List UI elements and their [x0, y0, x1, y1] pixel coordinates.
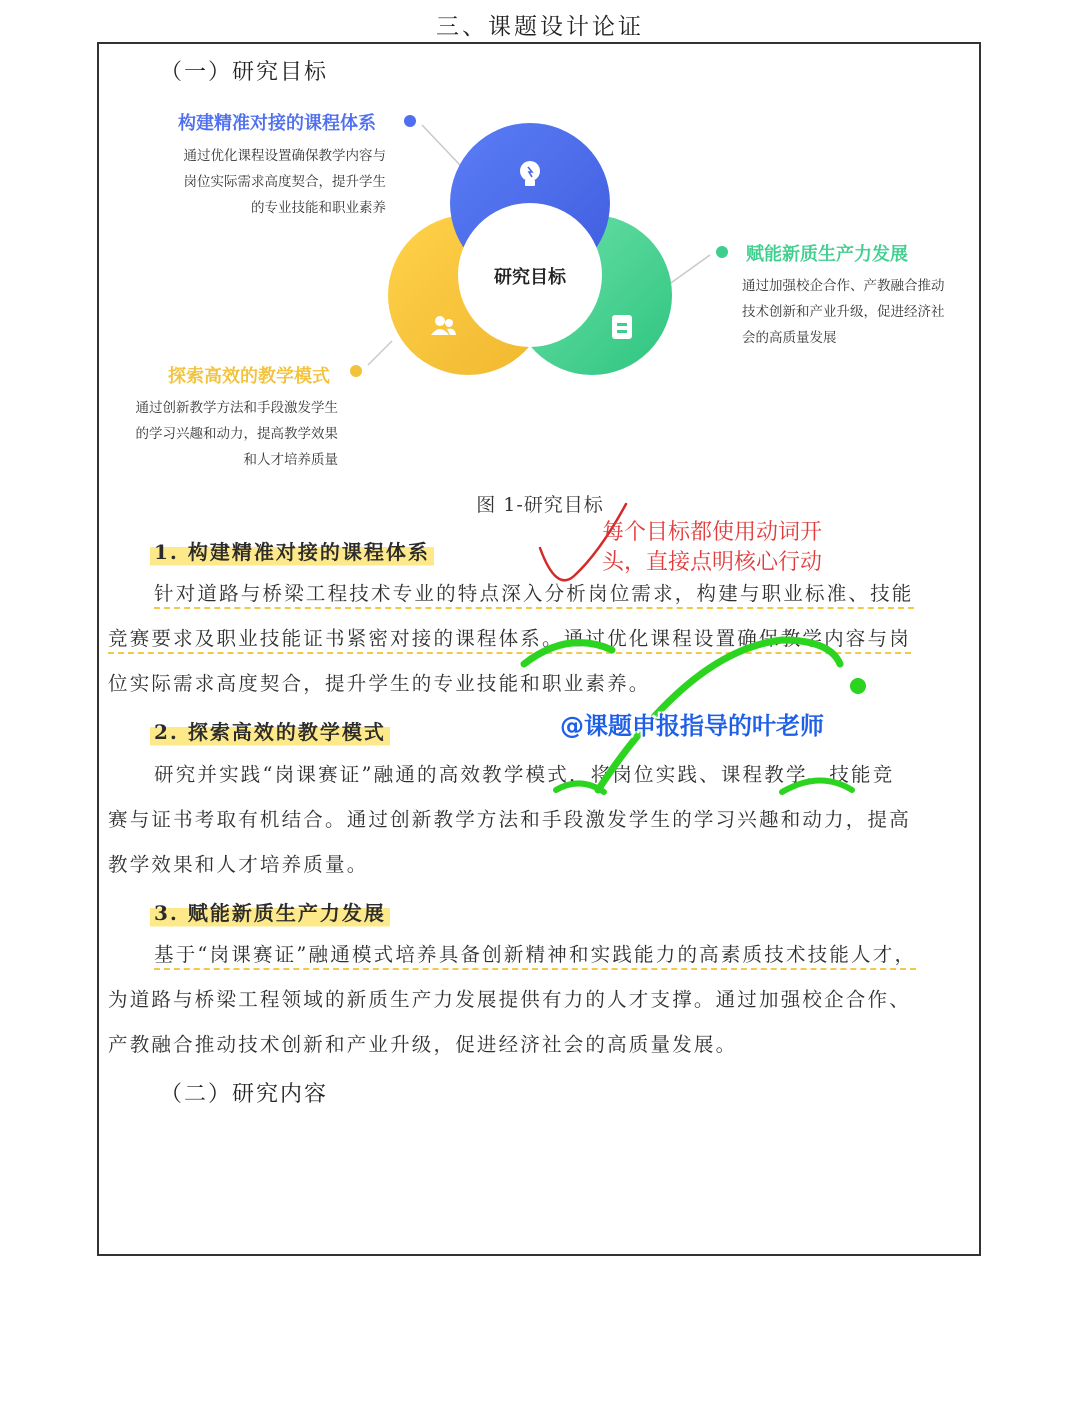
section-heading-content: （二）研究内容: [160, 1082, 329, 1107]
goal2-title: 赋能新质生产力发展: [746, 244, 908, 265]
goal1-desc-line: 通过优化课程设置确保教学内容与: [183, 148, 386, 164]
goal3-desc-line: 和人才培养质量: [243, 452, 338, 468]
item1-heading: 1. 构建精准对接的课程体系: [150, 534, 434, 567]
center-label: 研究目标: [494, 267, 566, 288]
goal3-desc-line: 通过创新教学方法和手段激发学生: [135, 400, 338, 416]
goal2-desc-line: 技术创新和产业升级，促进经济社: [742, 304, 945, 320]
green-stroke: [524, 643, 612, 664]
paragraph-line: 教学效果和人才培养质量。: [108, 853, 369, 876]
paragraph-line: 位实际需求高度契合，提升学生的专业技能和职业素养。: [108, 672, 651, 695]
goal2-desc-line: 通过加强校企合作、产教融合推动: [742, 278, 945, 294]
goal1-desc-line: 岗位实际需求高度契合，提升学生: [183, 174, 386, 190]
paragraph-line: 研究并实践“岗课赛证”融通的高效教学模式，将岗位实践、课程教学、技能竞: [154, 763, 895, 786]
green-stroke: [782, 780, 852, 792]
item3-heading: 3. 赋能新质生产力发展: [150, 895, 390, 928]
paragraph-line: 竞赛要求及职业技能证书紧密对接的课程体系。通过优化课程设置确保教学内容与岗: [108, 627, 911, 654]
watermark: @课题申报指导的叶老师: [560, 712, 824, 740]
page-header: 三、课题设计论证: [436, 14, 644, 40]
paragraph-line: 为道路与桥梁工程领域的新质生产力发展提供有力的人才支撑。通过加强校企合作、: [108, 988, 911, 1011]
goal3-desc-line: 的学习兴趣和动力，提高教学效果: [135, 426, 338, 442]
section-heading-objectives: （一）研究目标: [160, 60, 329, 85]
item2-heading: 2. 探索高效的教学模式: [150, 714, 390, 747]
goal2-desc-line: 会的高质量发展: [742, 330, 837, 346]
goal3-title: 探索高效的教学模式: [168, 366, 330, 387]
green-stroke: [556, 783, 604, 792]
paragraph-line: 产教融合推动技术创新和产业升级，促进经济社会的高质量发展。: [108, 1033, 738, 1056]
green-dot: [850, 678, 866, 694]
paragraph-line: 赛与证书考取有机结合。通过创新教学方法和手段激发学生的学习兴趣和动力，提高: [108, 808, 911, 831]
figure-caption: 图 1-研究目标: [476, 494, 604, 516]
goal1-title: 构建精准对接的课程体系: [178, 113, 376, 134]
annotation-note: [602, 518, 822, 578]
annotation-line: 每个目标都使用动词开: [602, 520, 823, 545]
annotation-line: 头，直接点明核心行动: [602, 550, 823, 575]
paragraph-line: 针对道路与桥梁工程技术专业的特点深入分析岗位需求，构建与职业标准、技能: [154, 582, 914, 609]
paragraph-line: 基于“岗课赛证”融通模式培养具备创新精神和实践能力的高素质技术技能人才，: [154, 943, 916, 970]
goal1-desc-line: 的专业技能和职业素养: [251, 200, 386, 216]
